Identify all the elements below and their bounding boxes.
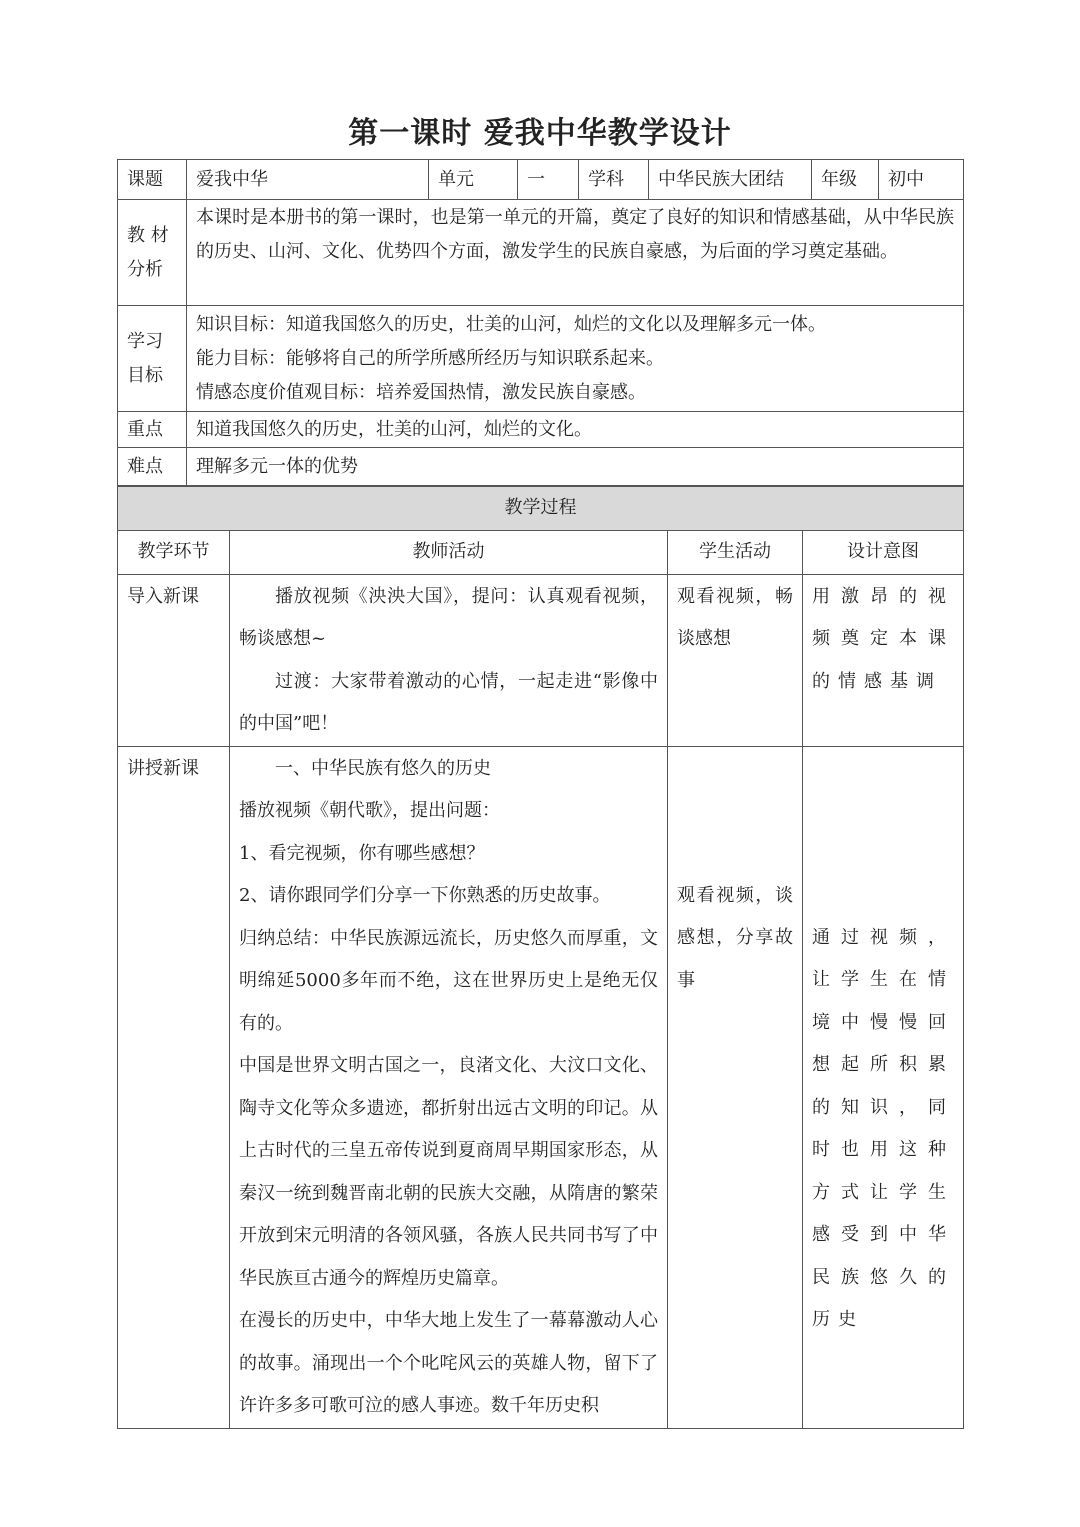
col-stage: 教学环节 [118, 531, 230, 575]
lesson-info-table [117, 159, 964, 486]
intro-row [118, 574, 964, 746]
process-header-row [118, 487, 964, 531]
intro-intent: 用激昂的视频奠定本课的情感基调 [803, 574, 964, 746]
unit-label: 单元 [429, 160, 518, 200]
goals-row [118, 306, 964, 412]
lesson-intent: 通过视频，让学生在情境中慢慢回想起所积累的知识，同时也用这种方式让学生感受到中华民族悠久的历史 [803, 746, 964, 1428]
difficulty-label: 难点 [118, 448, 187, 486]
lesson-teacher-line2: 1、看完视频，你有哪些感想？ [239, 842, 485, 864]
intro-teacher-p1: 播放视频《泱泱大国》，提问：认真观看视频，畅谈感想~ [239, 585, 658, 649]
analysis-label-line1: 教 材 [127, 224, 169, 246]
analysis-label-line2: 分析 [127, 258, 163, 280]
key-label: 重点 [118, 412, 187, 448]
difficulty-text: 理解多元一体的优势 [187, 448, 964, 486]
analysis-text: 本课时是本册书的第一课时，也是第一单元的开篇，奠定了良好的知识和情感基础，从中华民族的历史、山河、文化、优势四个方面，激发学生的民族自豪感，为后面的学习奠定基础。 [187, 200, 964, 306]
key-text: 知道我国悠久的历史，壮美的山河，灿烂的文化。 [187, 412, 964, 448]
goals-label-line1: 学习 [127, 330, 163, 352]
process-columns-row [118, 531, 964, 575]
goal-emotion: 情感态度价值观目标：培养爱国热情，激发民族自豪感。 [196, 381, 646, 403]
goals-list [187, 306, 964, 412]
analysis-row [118, 200, 964, 306]
goal-knowledge: 知识目标：知道我国悠久的历史，壮美的山河，灿烂的文化以及理解多元一体。 [196, 313, 826, 335]
new-lesson-row [118, 746, 964, 1428]
intro-teacher-p2: 过渡：大家带着激动的心情，一起走进“影像中的中国”吧！ [239, 670, 658, 734]
topic-value: 爱我中华 [187, 160, 429, 200]
intro-student: 观看视频，畅谈感想 [668, 574, 803, 746]
teaching-process-table [117, 486, 964, 1429]
goal-ability: 能力目标：能够将自己的所学所感所经历与知识联系起来。 [196, 347, 664, 369]
lesson-teacher-p2: 中国是世界文明古国之一，良渚文化、大汶口文化、陶寺文化等众多遗迹，都折射出远古文明的印记。从上古时代的三皇五帝传说到夏商周早期国家形态，从秦汉一统到魏晋南北朝的民族大交融，从隋唐的繁荣开放到宋元明清的各领风骚，各族人民共同书写了中华民族亘古通今的辉煌历史篇章。 [239, 1055, 658, 1289]
lesson-teacher-p3: 在漫长的历史中，中华大地上发生了一幕幕激动人心的故事。涌现出一个个叱咤风云的英雄人物，留下了许许多多可歌可泣的感人事迹。数千年历史积 [239, 1310, 658, 1416]
intro-teacher [230, 574, 668, 746]
goals-label [118, 306, 187, 412]
topic-row [118, 160, 964, 200]
lesson-teacher [230, 746, 668, 1428]
col-intent: 设计意图 [803, 531, 964, 575]
lesson-stage: 讲授新课 [118, 746, 230, 1428]
unit-value: 一 [518, 160, 579, 200]
lesson-student: 观看视频，谈感想，分享故事 [668, 746, 803, 1428]
difficulty-row [118, 448, 964, 486]
grade-label: 年级 [812, 160, 879, 200]
lesson-teacher-line3: 2、请你跟同学们分享一下你熟悉的历史故事。 [239, 885, 611, 906]
key-row [118, 412, 964, 448]
lesson-teacher-heading: 一、中华民族有悠久的历史 [275, 757, 491, 779]
col-student: 学生活动 [668, 531, 803, 575]
subject-label: 学科 [579, 160, 649, 200]
analysis-label [118, 200, 187, 306]
goals-label-line2: 目标 [127, 364, 163, 386]
topic-label: 课题 [118, 160, 187, 200]
process-header: 教学过程 [118, 487, 964, 531]
intro-stage: 导入新课 [118, 574, 230, 746]
subject-value: 中华民族大团结 [649, 160, 812, 200]
page-title: 第一课时 爱我中华教学设计 [348, 116, 732, 151]
grade-value: 初中 [879, 160, 964, 200]
lesson-teacher-line1: 播放视频《朝代歌》，提出问题： [239, 800, 500, 821]
lesson-teacher-summary: 归纳总结：中华民族源远流长，历史悠久而厚重，文明绵延5000多年而不绝，这在世界历史上是绝无仅有的。 [239, 927, 658, 1034]
col-teacher: 教师活动 [230, 531, 668, 575]
